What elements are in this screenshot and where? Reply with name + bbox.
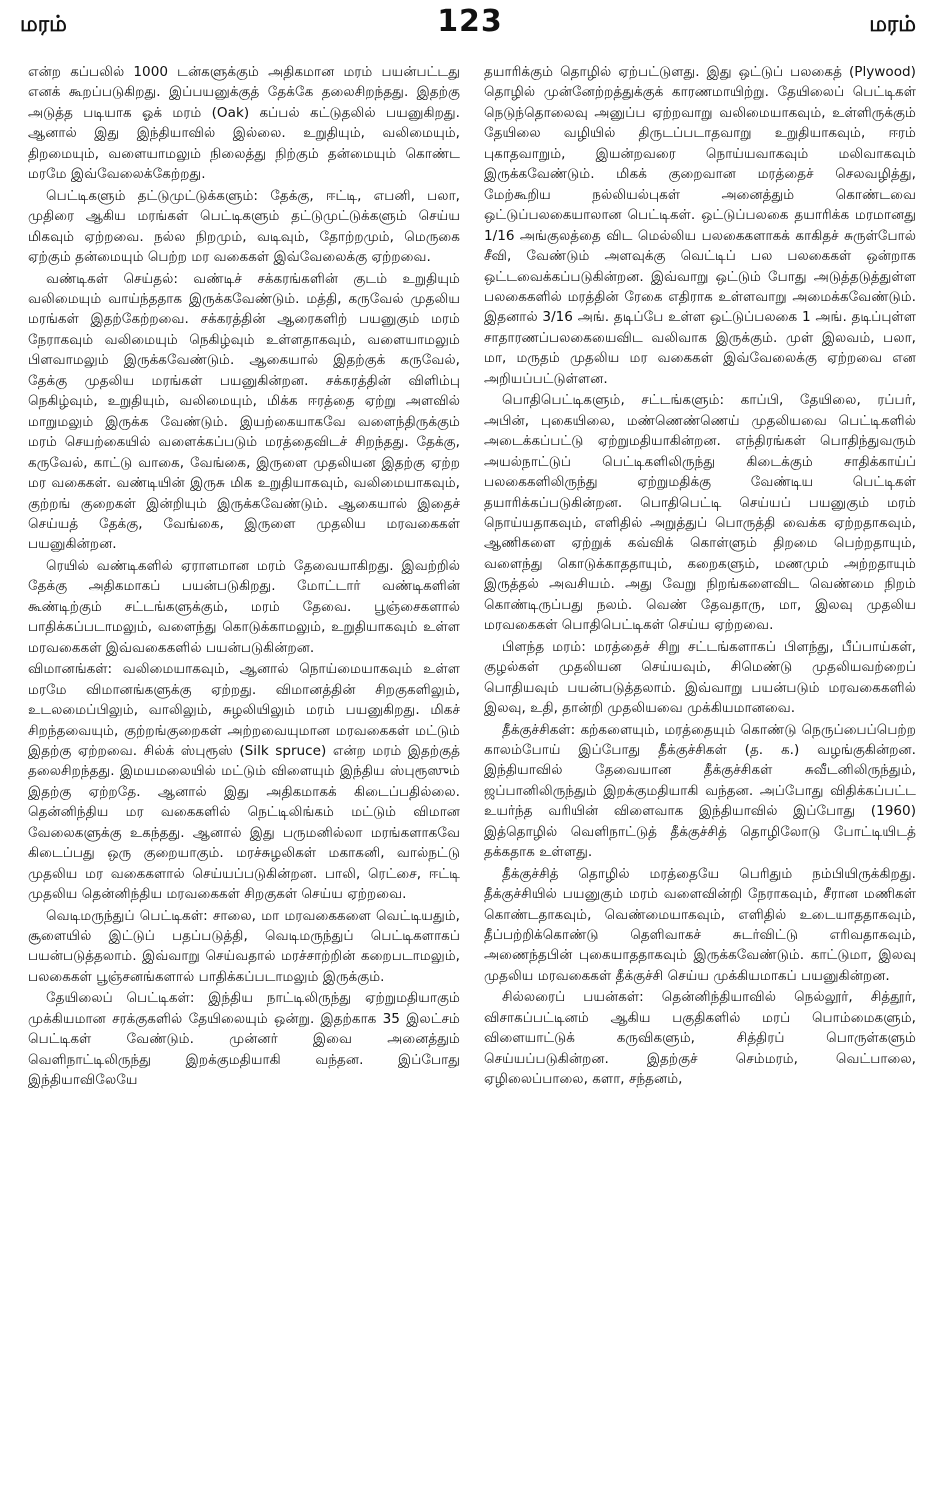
left-column <box>28 62 460 1487</box>
paragraph-explosive-boxes: வெடிமருந்துப் பெட்டிகள்: சாலை, மா மரவகைகளை வெட்டியதும், சூளையில் இட்டுப் பதப்படுத்தி, வெடிமருந்துப் பெட்டிகளாகப் பயன்படுத்தலாம். இவ்வாறு செய்வதால் மரச்சாற்றின் கறைபடாமலும், பலகைகள் பூஞ்சனங்களால் பாதிக்கப்படாமலும் இருக்கும். <box>28 907 460 985</box>
running-head-right: மரம் <box>869 12 916 37</box>
paragraph-carts: வண்டிகள் செய்தல்: வண்டிச் சக்கரங்களின் குடம் உறுதியும் வலிமையும் வாய்ந்ததாக இருக்கவேண்டும். மத்தி, கருவேல் முதலிய மரங்கள் இதற்கேற்றவை. சக்கரத்தின் ஆரைகளிற் பயனுகும் மரம் நேராகவும் வலிமையும் நெகிழ்வும் உள்ளதாகவும், வளையாமலும் பிளவாமலும் இருக்கவேண்டும். ஆகையால் இதற்குக் கருவேல், தேக்கு முதலிய மரங்கள் பயனுகின்றன. சக்கரத்தின் விளிம்பு நெகிழ்வும், உறுதியும், வலிமையும், மிக்க ஈரத்தை ஏற்று அளவில் மாறுமலும் இருக்க வேண்டும். இயற்கையாகவே வளைந்திருக்கும் மரம் செயற்கையில் வளைக்கப்படும் மரத்தைவிடச் சிறந்தது. தேக்கு, கருவேல், காட்டு வாகை, வேங்கை, இருளை முதலியன இதற்கு ஏற்ற மர வகைகள். வண்டியின் இருசு மிக உறுதியாகவும், வலிமையாகவும், குற்றங் குறைகள் இன்றியும் இருக்கவேண்டும். ஆகையால் இதைச் செய்யத் தேக்கு, வேங்கை, இருளை முதலிய மரவகைகள் பயனுகின்றன. <box>28 270 460 553</box>
right-column <box>484 62 916 1487</box>
paragraph-aircraft: விமானங்கள்: வலிமையாகவும், ஆனால் நொய்மையாகவும் உள்ள மரமே விமானங்களுக்கு ஏற்றது. விமானத்தின் சிறகுகளிலும், உடலமைப்பிலும், வாலிலும், சுழலியிலும் மரம் பயனுகிறது. மிகச் சிறந்தவையும், குற்றங்குறைகள் அற்றவையுமான மரவகைகள் மட்டும் இதற்கு ஏற்றவை. சில்க் ஸ்புரூஸ் (Silk spruce) என்ற மரம் இதற்குத் தலைசிறந்தது. இமயமலையில் மட்டும் விளையும் இந்திய ஸ்புரூஸும் இதற்கு ஏற்றதே. ஆனால் இது அதிகமாகக் கிடைப்பதில்லை. தென்னிந்திய மர வகைகளில் நெட்டிலிங்கம் மட்டும் விமான வேலைகளுக்கு உகந்தது. ஆனால் இது பருமனில்லா மரங்களாகவே கிடைப்பது ஒரு குறையாகும். மரச்சுழலிகள் மகாகனி, வால்நட்டு முதலிய மர வகைகளால் செய்யப்படுகின்றன. பாலி, ரெட்சை, ஈட்டி முதலிய தென்னிந்திய மரவகைகள் சிறகுகள் செய்ய ஏற்றவை. <box>28 661 460 903</box>
paragraph-tea-chests: தேயிலைப் பெட்டிகள்: இந்திய நாட்டிலிருந்து ஏற்றுமதியாகும் முக்கியமான சரக்குகளில் தேயிலையும் ஒன்று. இதற்காக 35 இலட்சம் பெட்டிகள் வேண்டும். முன்னர் இவை அனைத்தும் வெளிநாட்டிலிருந்து இறக்குமதியாகி வந்தன. இப்போது இந்தியாவிலேயே <box>28 990 460 1089</box>
paragraph-matches: தீக்குச்சிகள்: கற்களையும், மரத்தையும் கொண்டு நெருப்பைப்பெற்ற காலம்போய் இப்போது தீக்குச்சிகள் (த. க.) வழங்குகின்றன. இந்தியாவில் தேவையான தீக்குச்சிகள் சுவீடனிலிருந்தும், ஜப்பானிலிருந்தும் இறக்குமதியாகி வந்தன. அப்போது விதிக்கப்பட்ட உயர்ந்த வரியின் விளைவாக இந்தியாவில் இப்போது (1960) இத்தொழில் வெளிநாட்டுத் தீக்குச்சித் தொழிலோடு போட்டியிடத் தக்கதாக உள்ளது. <box>484 721 916 861</box>
page-number: 123 <box>437 4 503 39</box>
paragraph-match-wood: தீக்குச்சித் தொழில் மரத்தையே பெரிதும் நம்பியிருக்கிறது. தீக்குச்சியில் பயனுகும் மரம் வளைவின்றி நேராகவும், சீரான மணிகள் கொண்டதாகவும், வெண்மையாகவும், எளிதில் உடையாததாகவும், தீப்பற்றிக்கொண்டு தெளிவாகச் சுடர்விட்டு எரிவதாகவும், அணைந்தபின் புகையாததாகவும் இருக்கவேண்டும். காட்டுமா, இலவு முதலிய மரவகைகள் தீக்குச்சி செய்ய முக்கியமாகப் பயனுகின்றன. <box>484 865 916 984</box>
running-head-left: மரம் <box>20 12 67 37</box>
paragraph-minor-uses: சில்லரைப் பயன்கள்: தென்னிந்தியாவில் நெல்லூர், சித்தூர், விசாகப்பட்டினம் ஆகிய பகுதிகளில் மரப் பொம்மைகளும், விளையாட்டுக் கருவிகளும், சித்திரப் பொருள்களும் செய்யப்படுகின்றன. இதற்குச் செம்மரம், வெட்பாலை, ஏழிலைப்பாலை, களா, சந்தனம், <box>484 989 916 1088</box>
paragraph-ship-timber: என்ற கப்பலில் 1000 டன்களுக்கும் அதிகமான மரம் பயன்பட்டது எனக் கூறப்படுகிறது. இப்பயனுக்குத் தேக்கே தலைசிறந்தது. இதற்கு அடுத்த படியாக ஓக் மரம் (Oak) கப்பல் கட்டுதலில் பயனுகிறது. ஆனால் இது இந்தியாவில் இல்லை. உறுதியும், வலிமையும், திறமையும், வளையாமலும் நிலைத்து நிற்கும் தன்மையும் கொண்ட மரமே இவ்வேலைக்கேற்றது. <box>28 64 460 183</box>
paragraph-plywood: தயாரிக்கும் தொழில் ஏற்பட்டுளது. இது ஒட்டுப் பலகைத் (Plywood) தொழில் முன்னேற்றத்துக்குக் காரணமாயிற்று. தேயிலைப் பெட்டிகள் நெடுந்தொலைவு அனுப்ப ஏற்றவாறு வலிமையாகவும், உள்ளிருக்கும் தேயிலை வழியில் திருடப்படாதவாறு உறுதியாகவும், ஈரம் புகாதவாறும், இயன்றவரை நொய்யவாகவும் மலிவாகவும் இருக்கவேண்டும். மிகக் குறைவான மரத்தைச் செலவழித்து, மேற்கூறிய நல்லியல்புகள் அனைத்தும் கொண்டவை ஒட்டுப்பலகையாலான பெட்டிகள். ஒட்டுப்பலகை தயாரிக்க மரமானது 1/16 அங்குலத்தை விட மெல்லிய பலகைகளாகக் காகிதச் சுருள்போல் சீவி, வேண்டும் அளவுக்கு வெட்டிப் பல பலகைகள் ஒன்றாக ஒட்டவைக்கப்படுகின்றன. இவ்வாறு ஒட்டும் போது அடுத்தடுத்துள்ள பலகைகளில் மரத்தின் ரேகை எதிராக உள்ளவாறு அமைக்கவேண்டும். இதனால் 3/16 அங். தடிப்பே உள்ள ஒட்டுப்பலகை 1 அங். தடிப்புள்ள சாதாரணப்பலகையைவிட வலிவாக இருக்கும். முள் இலவம், பலா, மா, மருதம் முதலிய மர வகைகள் இவ்வேலைக்கு ஏற்றவை என அறியப்பட்டுள்ளன. <box>484 64 916 387</box>
paragraph-boxes-furniture: பெட்டிகளும் தட்டுமுட்டுக்களும்: தேக்கு, ஈட்டி, எபனி, பலா, முதிரை ஆகிய மரங்கள் பெட்டிகளும் தட்டுமுட்டுக்களும் செய்ய மிகவும் ஏற்றவை. நல்ல நிறமும், வடிவும், தோற்றமும், மெருகை ஏற்கும் தன்மையும் பெற்ற மர வகைகள் இவ்வேலைக்கு ஏற்றவை. <box>28 187 460 266</box>
page-header <box>0 0 940 46</box>
paragraph-packing-cases: பொதிபெட்டிகளும், சட்டங்களும்: காப்பி, தேயிலை, ரப்பர், அபின், புகையிலை, மண்ணெண்ணெய் முதலியவை பெட்டிகளில் அடைக்கப்பட்டு ஏற்றுமதியாகின்றன. எந்திரங்கள் பொதிந்துவரும் அயல்நாட்டுப் பெட்டிகளிலிருந்து கிடைக்கும் சாதிக்காய்ப் பலகைகளிலிருந்து ஏற்றுமதிக்கு வேண்டிய பெட்டிகள் தயாரிக்கப்படுகின்றன. பொதிபெட்டி செய்யப் பயனுகும் மரம் நொய்யதாகவும், எளிதில் அறுத்துப் பொருத்தி வைக்க ஏற்றதாகவும், ஆணிகளை ஏற்றுக் கவ்விக் கொள்ளும் திறமை பெற்றதாயும், வளைந்து கொடுக்காததாயும், கறைகளும், மணமும் அற்றதாயும் இருத்தல் அவசியம். அது வேறு நிறங்களைவிட வெண்மை நிறம் கொண்டிருப்பது நலம். வெண் தேவதாரு, மா, இலவு முதலிய மரவகைகள் பொதிபெட்டிகள் செய்ய ஏற்றவை. <box>484 392 916 634</box>
paragraph-railway-motor: ரெயில் வண்டிகளில் ஏராளமான மரம் தேவையாகிறது. இவற்றில் தேக்கு அதிகமாகப் பயன்படுகிறது. மோட்டார் வண்டிகளின் கூண்டிற்கும் சட்டங்களுக்கும், மரம் தேவை. பூஞ்சைகளால் பாதிக்கப்படாமலும், வளைந்து கொடுக்காமலும், உறுதியாகவும் உள்ள மரவகைகள் இவ்வகைகளில் பயன்படுகின்றன. <box>28 557 460 656</box>
paragraph-split-wood: பிளந்த மரம்: மரத்தைச் சிறு சட்டங்களாகப் பிளந்து, பீப்பாய்கள், குழல்கள் முதலியன செய்யவும், சிமெண்டு முதலியவற்றைப் பொதியவும் பயன்படுத்தலாம். இவ்வாறு பயன்படும் மரவகைகளில் இலவு, உதி, தான்றி முதலியவை முக்கியமானவை. <box>484 638 916 717</box>
